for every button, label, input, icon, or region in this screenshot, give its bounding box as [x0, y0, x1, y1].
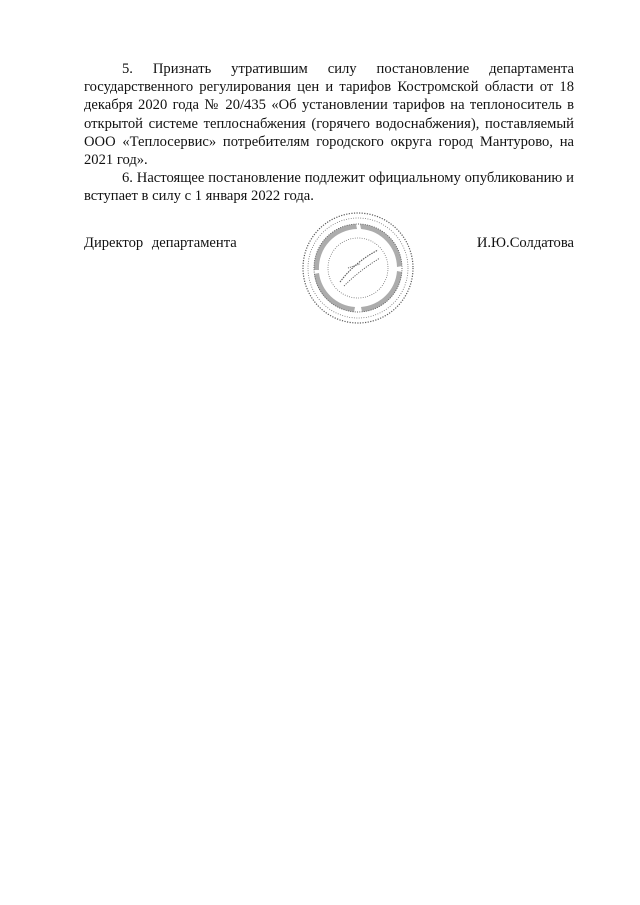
official-seal-stamp — [300, 210, 416, 326]
signatory-title: Директор департамента — [84, 235, 237, 251]
paragraph-6: 6. Настоящее постановление подлежит официальному опубликованию и вступает в силу с 1 января 2022 года. — [84, 170, 574, 205]
signatory-name: И.Ю.Солдатова — [476, 235, 574, 251]
paragraph-5: 5. Признать утратившим силу постановление департамента государственного регулирования цен и тарифов Костромской области от 18 декабря 2020 года № 20/435 «Об установлении тарифов на теплоноситель в открытой системе теплоснабжения (горячего водоснабжения), поставляемый ООО «Теплосервис» потребителям городского округа город Мантурово, на 2021 год». — [84, 61, 574, 169]
document-body — [84, 60, 574, 206]
